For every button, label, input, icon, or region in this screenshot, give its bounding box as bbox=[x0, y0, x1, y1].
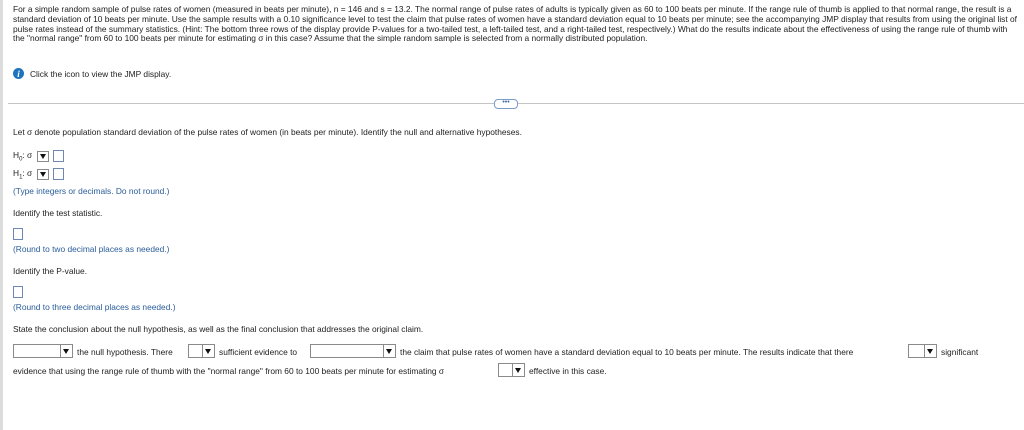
info-icon[interactable]: i bbox=[13, 68, 24, 79]
evidence-dropdown[interactable] bbox=[188, 344, 215, 358]
h0-operator-dropdown[interactable] bbox=[37, 151, 49, 162]
p-value-input[interactable] bbox=[13, 286, 23, 298]
hypotheses-prompt: Let σ denote population standard deviation of the pulse rates of women (in beats per minute). Identify the null and alternative hypotheses. bbox=[13, 127, 522, 137]
left-border bbox=[0, 0, 3, 430]
dropdown-arrow bbox=[925, 346, 935, 356]
test-statistic-prompt: Identify the test statistic. bbox=[13, 208, 103, 218]
chevron-down-icon bbox=[386, 349, 392, 354]
test-statistic-input[interactable] bbox=[13, 228, 23, 240]
expand-button[interactable]: ••• bbox=[494, 99, 518, 109]
chevron-down-icon bbox=[927, 349, 933, 354]
effectiveness-dropdown[interactable] bbox=[498, 363, 525, 377]
h0-subscript: 0 bbox=[19, 156, 23, 163]
question-text: For a simple random sample of pulse rates of women (measured in beats per minute), n = 146 and s = 13.2. The normal range of pulse rates of adults is typically given as 60 to 100 beats per minute. If the range rule of thumb is applied to that normal range, the result is a standard deviation of 10 beats per minute. Use the sample results with a 0.10 significance level to test the claim that pulse rates of women have a standard deviation equal to 10 beats per minute; see the accompanying JMP display that results from using the original list of pulse rates instead of the summary statistics. (Hint: The bottom three rows of the display provide P-values for a two-tailed test, a left-tailed test, and a right-tailed test, respectively.) What do the results indicate about the effectiveness of using the range rule of thumb with the "normal range" from 60 to 100 beats per minute for estimating σ in this case? Assume that the simple random sample is selected from a normally distributed population. bbox=[13, 4, 1018, 44]
h1-operator-dropdown[interactable] bbox=[37, 169, 49, 180]
dropdown-arrow bbox=[384, 346, 394, 356]
chevron-down-icon bbox=[515, 368, 521, 373]
null-decision-dropdown[interactable] bbox=[13, 344, 73, 358]
claim-action-dropdown[interactable] bbox=[310, 344, 396, 358]
test-statistic-hint: (Round to two decimal places as needed.) bbox=[13, 244, 170, 254]
chevron-down-icon bbox=[40, 154, 46, 159]
h1-subscript: 1 bbox=[19, 174, 23, 181]
h1-row bbox=[13, 168, 64, 181]
h0-value-input[interactable] bbox=[53, 150, 64, 162]
p-value-hint: (Round to three decimal places as needed.) bbox=[13, 302, 176, 312]
dropdown-arrow bbox=[203, 346, 213, 356]
conclusion-text-3: the claim that pulse rates of women have a standard deviation equal to 10 beats per minute. The results indicate that there bbox=[400, 347, 854, 357]
conclusion-text-5: evidence that using the range rule of thumb with the "normal range" from 60 to 100 beats per minute for estimating σ bbox=[13, 366, 445, 376]
dropdown-arrow bbox=[513, 365, 523, 375]
info-link-text[interactable]: Click the icon to view the JMP display. bbox=[30, 68, 172, 79]
chevron-down-icon bbox=[63, 349, 69, 354]
h0-row bbox=[13, 150, 64, 163]
conclusion-text-4: significant bbox=[941, 347, 979, 357]
chevron-down-icon bbox=[205, 349, 211, 354]
h1-value-input[interactable] bbox=[53, 168, 64, 180]
conclusion-prompt: State the conclusion about the null hypothesis, as well as the final conclusion that addresses the original claim. bbox=[13, 324, 424, 334]
conclusion-text-2: sufficient evidence to bbox=[219, 347, 298, 357]
chevron-down-icon bbox=[40, 172, 46, 177]
hypotheses-hint: (Type integers or decimals. Do not round.) bbox=[13, 186, 170, 196]
conclusion-text-1: the null hypothesis. There bbox=[77, 347, 173, 357]
h0-label: $H_0$: σ bbox=[13, 150, 33, 163]
conclusion-text-6: effective in this case. bbox=[529, 366, 607, 376]
p-value-prompt: Identify the P-value. bbox=[13, 266, 88, 276]
jmp-display-link[interactable] bbox=[13, 68, 171, 79]
significance-dropdown[interactable] bbox=[908, 344, 937, 358]
h1-label: $H_1$: σ bbox=[13, 168, 33, 181]
dropdown-arrow bbox=[61, 346, 71, 356]
